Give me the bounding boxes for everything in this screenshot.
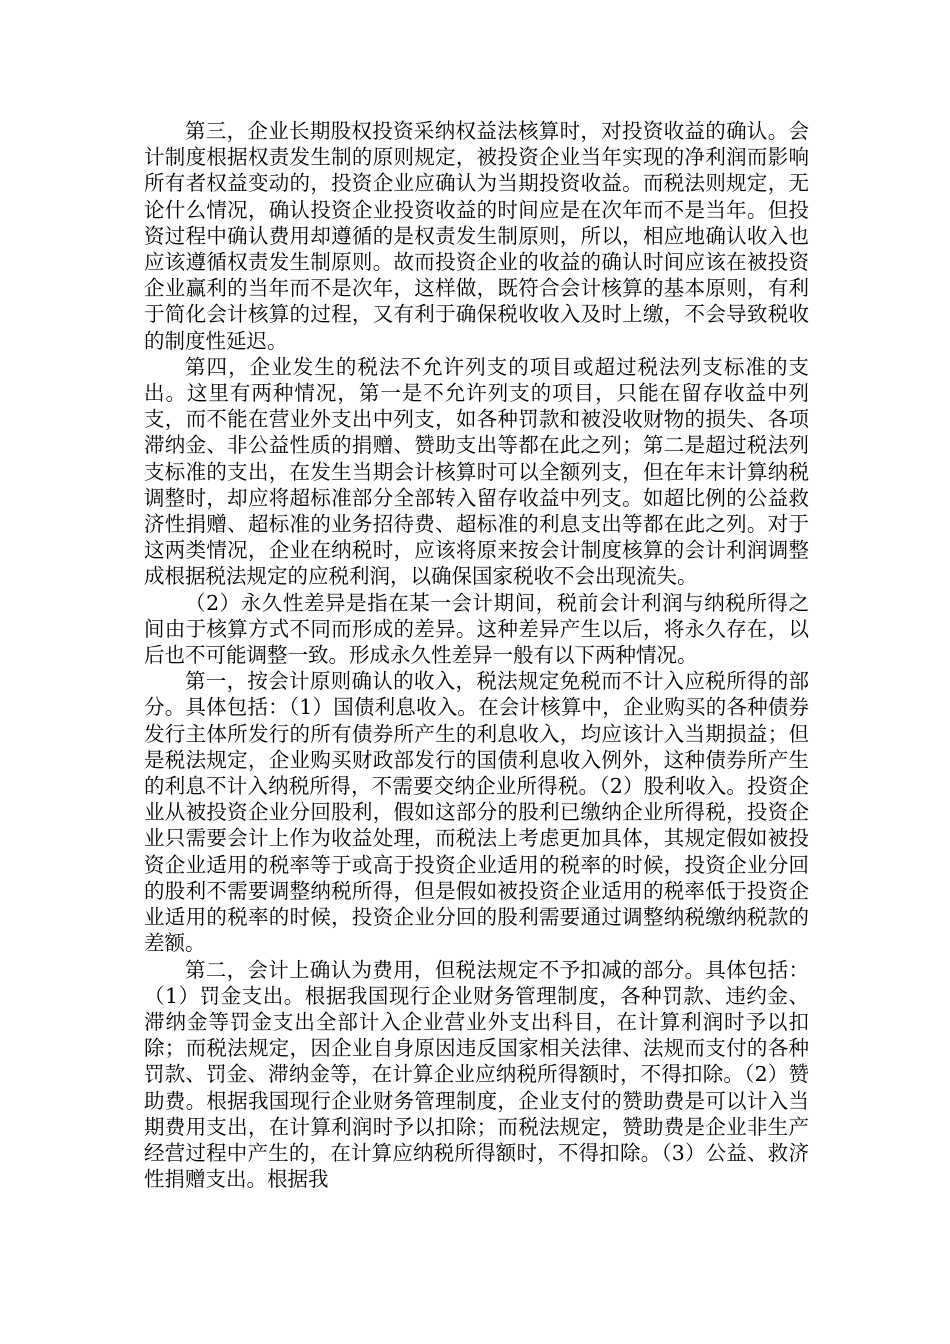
paragraph-second-non-deductible-expense: 第二，会计上确认为费用，但税法规定不予扣减的部分。具体包括：（1）罚金支出。根据我国现行企业财务管理制度，各种罚款、违约金、滞纳金等罚金支出全部计入企业营业外支出科目，在计算利润时予以扣除；而税法规定，因企业自身原因违反国家相关法律、法规而支付的各种罚款、罚金、滞纳金等，在计算企业应纳税所得额时，不得扣除。（2）赞助费。根据我国现行企业财务管理制度，企业支付的赞助费是可以计入当期费用支出，在计算利润时予以扣除；而税法规定，赞助费是企业非生产经营过程中产生的，在计算应纳税所得额时，不得扣除。（3）公益、救济性捐赠支出。根据我: [144, 957, 809, 1192]
paragraph-first-tax-exempt-income: 第一，按会计原则确认的收入，税法规定免税而不计入应税所得的部分。具体包括：（1）国债利息收入。在会计核算中，企业购买的各种债券发行主体所发行的所有债券所产生的利息收入，均应该计入当期损益；但是税法规定，企业购买财政部发行的国债利息收入例外，这种债券所产生的利息不计入纳税所得，不需要交纳企业所得税。（2）股利收入。投资企业从被投资企业分回股利，假如这部分的股利已缴纳企业所得税，投资企业只需要会计上作为收益处理，而税法上考虑更加具体，其规定假如被投资企业适用的税率等于或高于投资企业适用的税率的时候，投资企业分回的股利不需要调整纳税所得，但是假如被投资企业适用的税率低于投资企业适用的税率的时候，投资企业分回的股利需要通过调整纳税缴纳税款的差额。: [144, 669, 809, 956]
paragraph-permanent-difference: （2）永久性差异是指在某一会计期间，税前会计利润与纳税所得之间由于核算方式不同而形成的差异。这种差异产生以后，将永久存在，以后也不可能调整一致。形成永久性差异一般有以下两种情况。: [144, 590, 809, 668]
document-body: [144, 118, 809, 1192]
paragraph-fourth-non-deductible: 第四，企业发生的税法不允许列支的项目或超过税法列支标准的支出。这里有两种情况，第一是不允许列支的项目，只能在留存收益中列支，而不能在营业外支出中列支，如各种罚款和被没收财物的损失、各项滞纳金、非公益性质的捐赠、赞助支出等都在此之列；第二是超过税法列支标准的支出，在发生当期会计核算时可以全额列支，但在年末计算纳税调整时，却应将超标准部分全部转入留存收益中列支。如超比例的公益救济性捐赠、超标准的业务招待费、超标准的利息支出等都在此之列。对于这两类情况，企业在纳税时，应该将原来按会计制度核算的会计利润调整成根据税法规定的应税利润，以确保国家税收不会出现流失。: [144, 354, 809, 589]
paragraph-third-equity-method: 第三，企业长期股权投资采纳权益法核算时，对投资收益的确认。会计制度根据权责发生制的原则规定，被投资企业当年实现的净利润而影响所有者权益变动的，投资企业应确认为当期投资收益。而税法则规定，无论什么情况，确认投资企业投资收益的时间应是在次年而不是当年。但投资过程中确认费用却遵循的是权责发生制原则，所以，相应地确认收入也应该遵循权责发生制原则。故而投资企业的收益的确认时间应该在被投资企业赢利的当年而不是次年，这样做，既符合会计核算的基本原则，有利于简化会计核算的过程，又有利于确保税收收入及时上缴，不会导致税收的制度性延迟。: [144, 119, 809, 353]
